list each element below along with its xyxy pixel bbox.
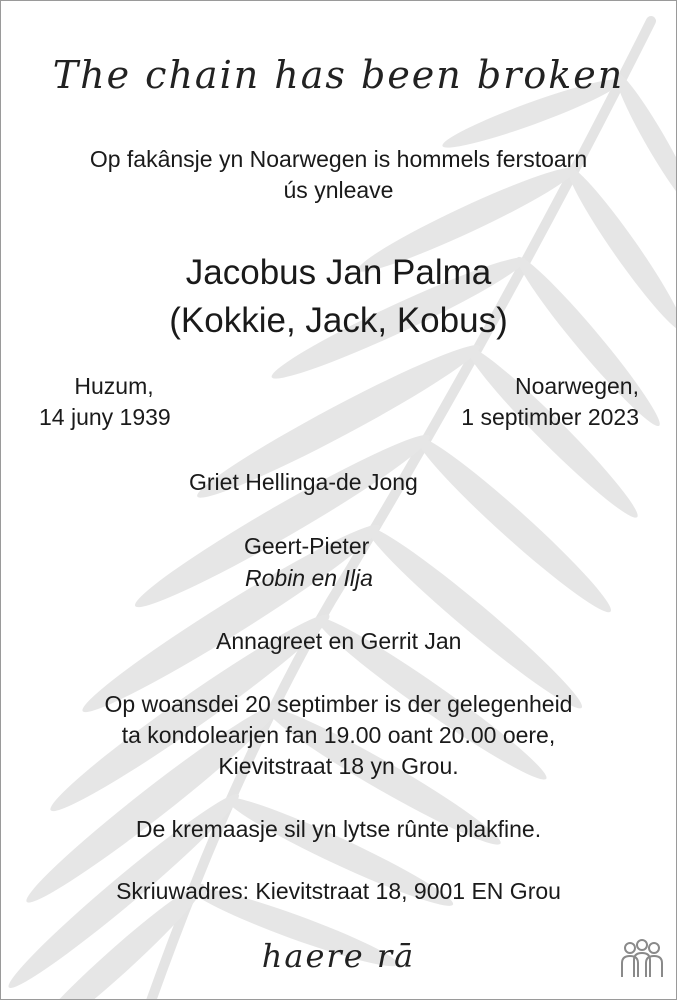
death-place: Noarwegen,: [514, 373, 639, 399]
birth-place: Huzum,: [74, 373, 154, 399]
deceased-name: Jacobus Jan Palma: [185, 253, 492, 292]
birth-date: 14 juny 1939: [39, 404, 171, 430]
cremation-note: De kremaasje sil yn lytse rûnte plakfine.: [135, 816, 542, 842]
child-partner-1: Robin en Ilja: [245, 565, 373, 591]
condolence-line-2: ta kondolearjen fan 19.00 oant 20.00 oere,: [121, 722, 556, 748]
condolence-line-1: Op woansdei 20 septimber is der gelegenheid: [104, 691, 573, 717]
people-group-icon: [619, 939, 665, 979]
mailing-address: Skriuwadres: Kievitstraat 18, 9001 EN Grou: [116, 878, 561, 904]
spouse-name: Griet Hellinga-de Jong: [189, 469, 418, 495]
intro-line-2: ús ynleave: [283, 177, 394, 203]
child-name-2: Annagreet en Gerrit Jan: [216, 628, 462, 654]
death-date: 1 septimber 2023: [461, 404, 639, 430]
deceased-nicknames: (Kokkie, Jack, Kobus): [169, 301, 508, 340]
child-name-1: Geert-Pieter: [244, 533, 370, 559]
script-heading: The chain has been broken: [52, 53, 625, 97]
intro-line-1: Op fakânsje yn Noarwegen is hommels ferstoarn: [89, 146, 588, 172]
condolence-line-3: Kievitstraat 18 yn Grou.: [218, 753, 459, 779]
script-closing: haere rā: [261, 937, 416, 975]
